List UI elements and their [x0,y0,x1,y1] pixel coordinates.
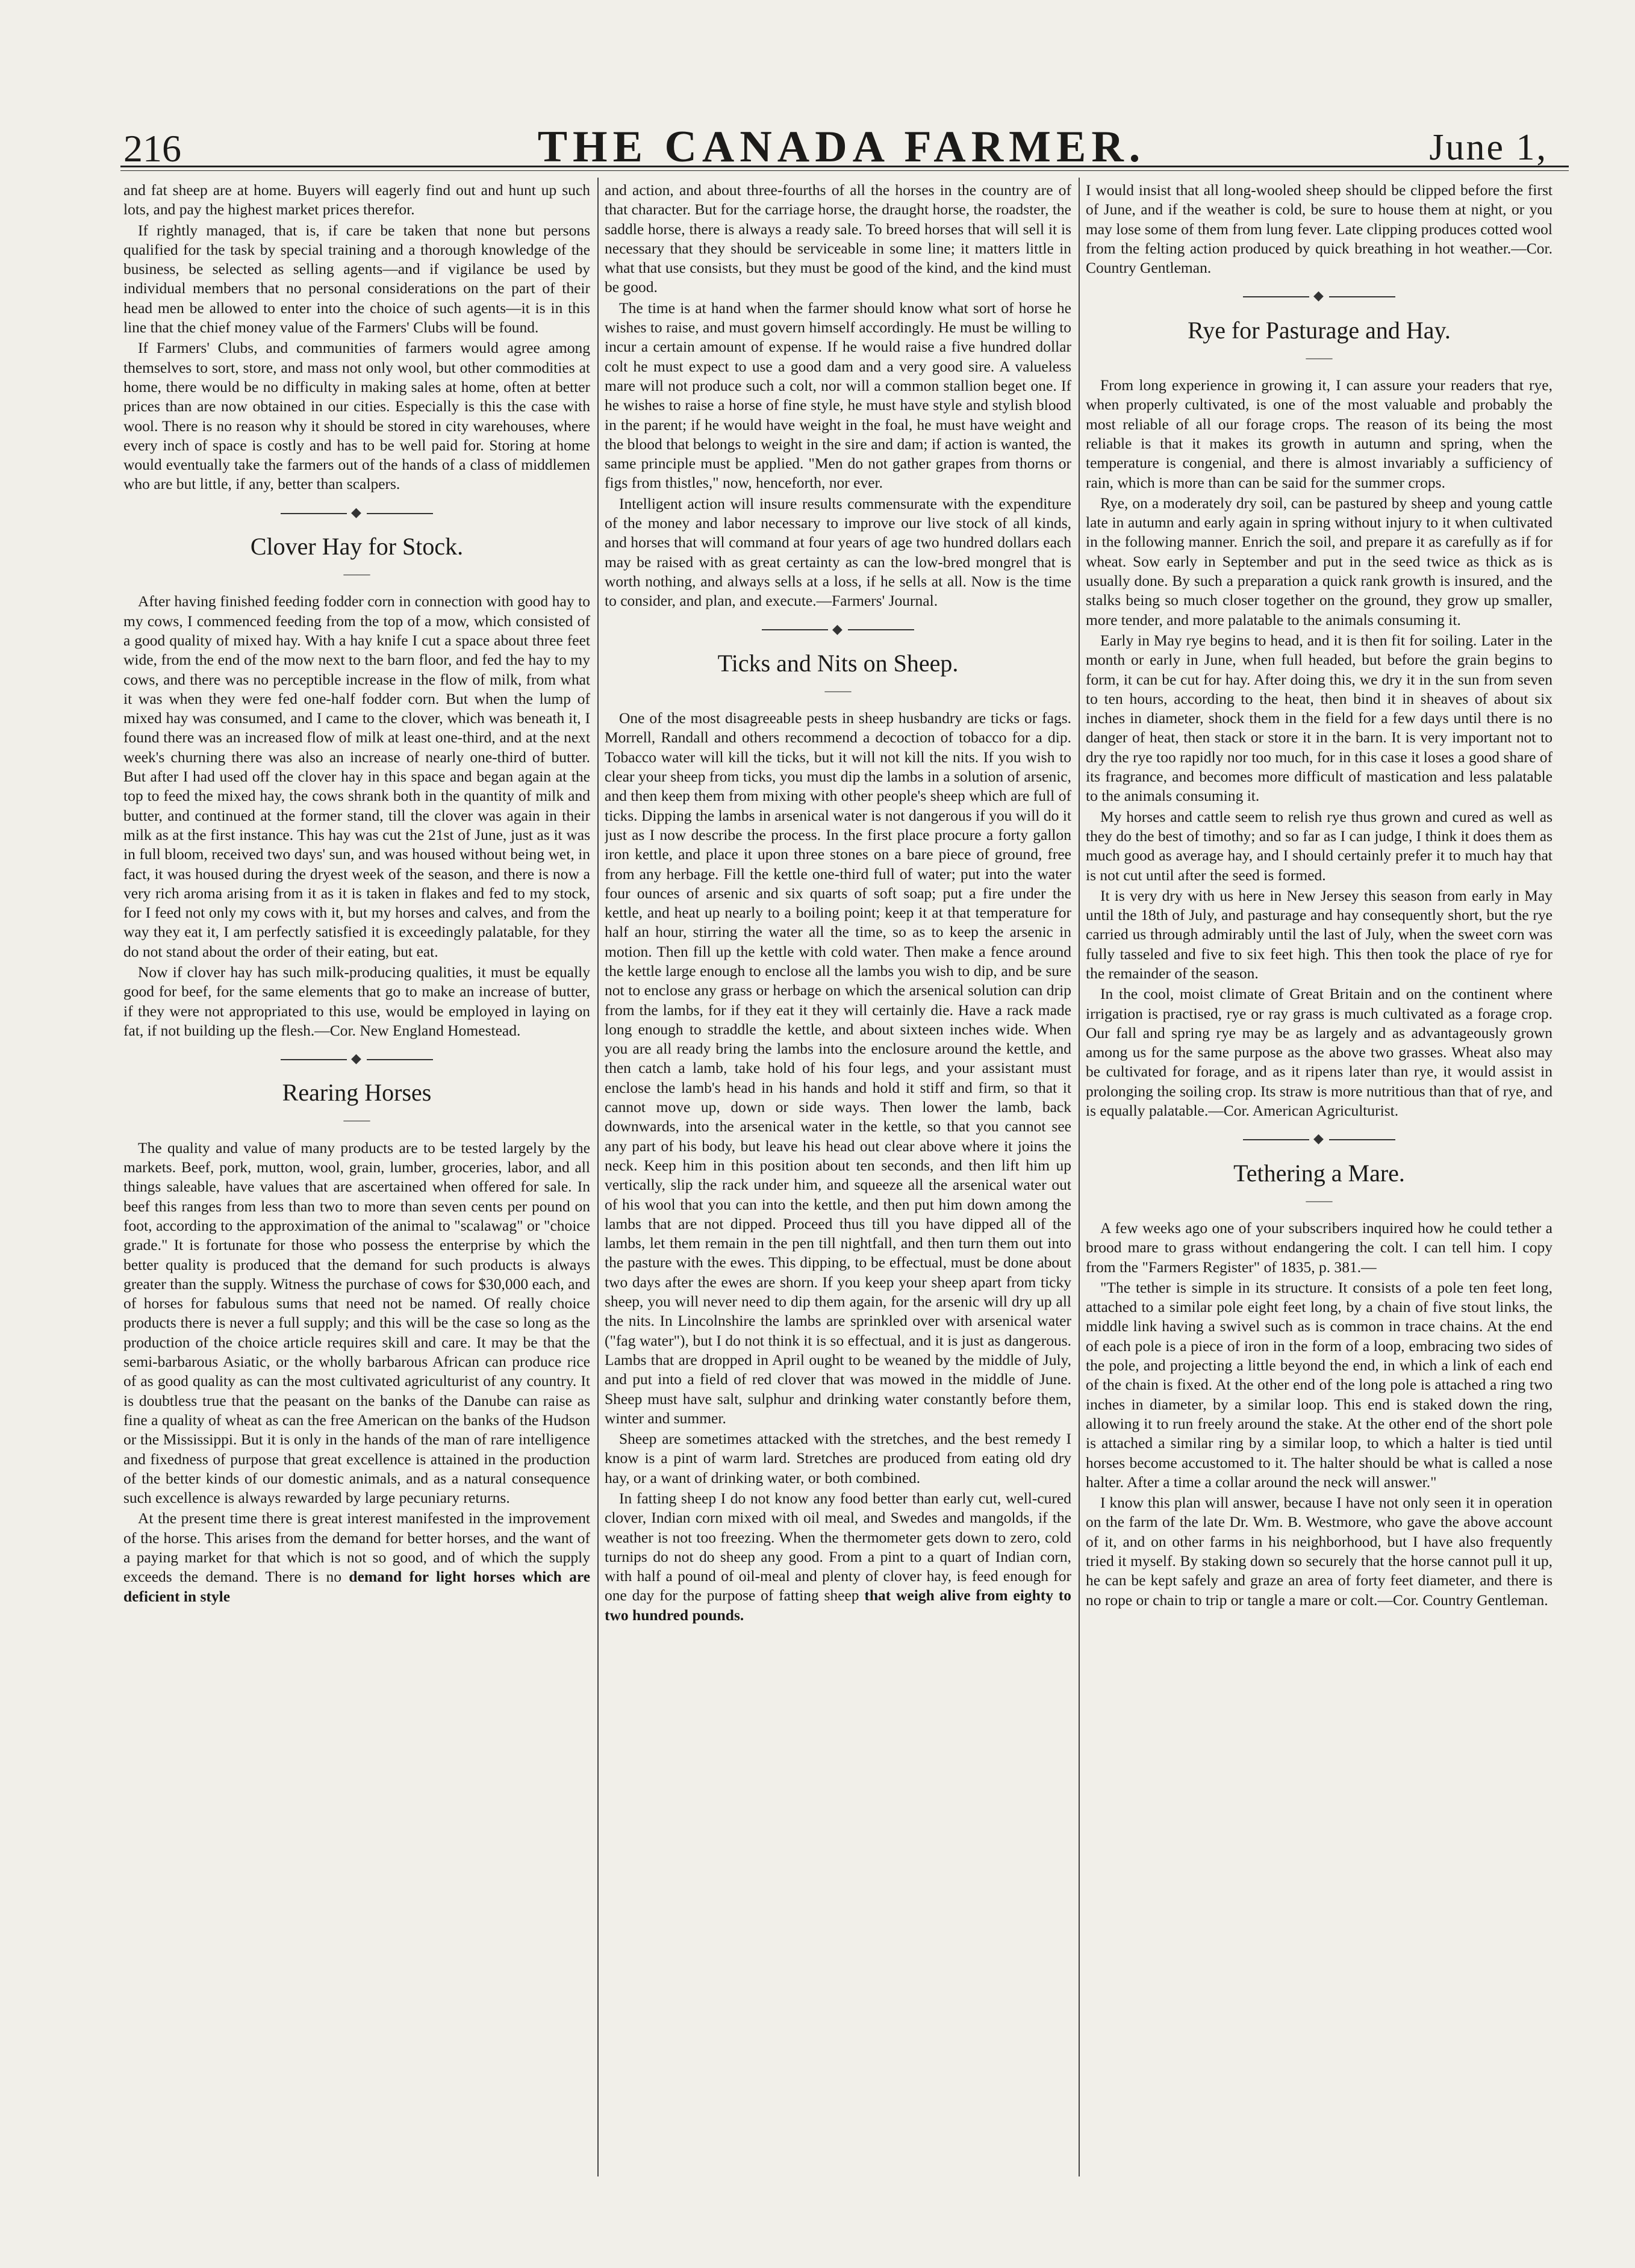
paragraph: Early in May rye begins to head, and it is then fit for soiling. Later in the month or early in June, when full headed, but before the grain begins to form, it can be cut for hay. After doing this, we dry it in the sun from seven to ten hours, according to the heat, then bind it in sheaves of about six inches in diameter, shock them in the field for a few days until there is no danger of heat, then stack or store it in the barn. It is very important not to dry the rye too rapidly nor too much, for in this case it loses a good share of its fragrance, and becomes more difficult of mastication and less palatable to the animals consuming it. [1086,631,1552,805]
header-rule [120,166,1569,167]
paragraph-text: At the present time there is great interest manifested in the improvement of the horse. This arises from the demand for better horses, and the want of a paying market for that which is not so good, and of which the supply exceeds the demand. There is no [123,1509,590,1586]
paragraph: Rye, on a moderately dry soil, can be pastured by sheep and young cattle late in autumn and early again in spring without injury to it when cultivated in the following manner. Enrich the soil, and prepare it as carefully as if for wheat. Sow early in September and put in the seed twice as thick as is usually done. By such a preparation a quick rank growth is insured, and the stalks being so much closer together on the ground, they grow up smaller, more tender, and more palatable to the animals consuming it. [1086,494,1552,629]
section-separator: ◆ [1086,286,1552,305]
paragraph: After having finished feeding fodder corn in connection with good hay to my cows, I commenced feeding from the top of a mow, which consisted of a good quality of mixed hay. With a hay knife I cut a space about three feet wide, from the end of the mow next to the barn floor, and fed the hay to my cows, and there was no perceptible increase in the flow of milk, from what it was when they were fed one-half fodder corn. But when the lump of mixed hay was consumed, and I came to the clover, which was beneath it, I found there was an increased flow of milk at least one-third, and at the next week's churning there was also an increase of nearly one-third of butter. But after I had used off the clover hay in this space and began again at the top to feed the mixed hay, the cows shrank both in the quantity of milk and butter, and continued at the former stand, till the clover was again in their milk as at the first instance. This hay was cut the 21st of June, just as it was in full bloom, received two days' sun, and was housed without being wet, in fact, it was housed during the dryest week of the season, and there is now a very rich aroma arising from it as it is taken in flakes and fed to my stock, for I feed not only my cows with it, but my horses and calves, and from the way they eat it, I am perfectly satisfied it is exceedingly palatable, for they do not stand about the order of their eating, but eat. [123,592,590,960]
section-separator: ◆ [1086,1129,1552,1148]
article-title: Ticks and Nits on Sheep. [717,649,959,677]
paragraph: Sheep are sometimes attacked with the stretches, and the best remedy I know is a pint of warm lard. Stretches are produced from eating old dry hay, or a want of drinking water, or both combined. [605,1430,1071,1487]
article-title: Clover Hay for Stock. [250,533,464,561]
title-rule: —— [1306,349,1333,365]
paragraph: and action, and about three-fourths of all the horses in the country are of that character. But for the carriage horse, the draught horse, the roadster, the saddle horse, there is always a ready sale. To breed horses that will sell it is necessary that they should be serviceable in some line; it matters little in what that use consists, but they must be good of the kind, and the kind must be good. [605,181,1071,296]
paragraph: The time is at hand when the farmer should know what sort of horse he wishes to raise, and must govern himself accordingly. He must be willing to incur a certain amount of expense. If he would raise a five hundred dollar colt he must expect to use a good dam and a very good sire. A valueless mare will not produce such a colt, nor will a common stallion beget one. If he wishes to raise a horse of fine style, he must have style and stylish blood in the parent; if he would have weight in the foal, he must have weight and the blood that belongs to weight in the sire and dam; if action is wanted, the same principle must be applied. "Men do not gather grapes from thorns or figs from thistles," now, henceforth, nor ever. [605,299,1071,492]
title-rule: —— [343,1112,370,1128]
title-rule: —— [824,682,852,698]
paragraph: If rightly managed, that is, if care be taken that none but persons qualified for the task by special training and a thorough knowledge of the business, be selected as selling agents—and if vigilance be used by individual members that no personal considerations on the part of their head men be allowed to enter into the choice of such agents—it is in this line that the chief money value of the Farmers' Clubs will be found. [123,221,590,337]
paragraph-text-bold: that weigh alive from eighty to two hundred pounds. [605,1586,1071,1624]
section-separator: ◆ [123,1049,590,1068]
paragraph: If Farmers' Clubs, and communities of farmers would agree among themselves to sort, store, and mass not only wool, but other commodities at home, there would be no difficulty in making sales at home, often at better prices than are now obtained in our cities. Especially is this the case with wool. There is no reason why it should be stored in city warehouses, where every inch of space is costly and has to be well paid for. Storing at home would eventually take the farmers out of the hands of a class of middlemen who are but little, if any, better than scalpers. [123,339,590,493]
paragraph-text-bold: demand for light horses which are deficient in style [123,1568,590,1605]
masthead: THE CANADA FARMER. [537,122,1146,172]
page-number: 216 [123,127,181,170]
paragraph-text: In fatting sheep I do not know any food better than early cut, well-cured clover, Indian corn mixed with oil meal, and Swedes and mangolds, if the weather is not too freezing. When the thermometer gets down to zero, cold turnips do not do sheep any good. From a pint to a quart of Indian corn, with half a pound of oil-meal and plenty of clover hay, is feed enough for one day for the purpose of fatting sheep [605,1490,1071,1605]
paragraph: I would insist that all long-wooled sheep should be clipped before the first of June, and if the weather is cold, be sure to house them at night, or you may lose some of them from lung fever. Late clipping produces cotted wool from the felting action produced by quick breathing in hot weather.—Cor. Country Gentleman. [1086,181,1552,277]
paragraph: In the cool, moist climate of Great Britain and on the continent where irrigation is practised, rye or ray grass is much cultivated as a forage crop. Our fall and spring rye may be as largely and as advantageously grown among us for the same purpose as the above two grasses. Wheat also may be cultivated for forage, and as it ripens later than rye, it would assist in prolonging the soiling crop. Its straw is more nutritious than that of rye, and is equally palatable.—Cor. American Agriculturist. [1086,985,1552,1120]
paragraph [123,1509,590,1606]
paragraph: The quality and value of many products are to be tested largely by the markets. Beef, pork, mutton, wool, grain, lumber, groceries, labor, and all things saleable, have values that are ascertained when offered for sale. In beef this ranges from less than two to more than seven cents per pound on foot, according to the approximation of the animal to "scalawag" or "choice grade." It is fortunate for those who possess the enterprise by which the better quality is produced that the demand for such products is always greater than the supply. Witness the purchase of cows for $30,000 each, and of horses for fabulous sums that need not be named. Of really choice products there is never a full supply; and this will be the case so long as the production of the choice article requires skill and care. It may be that the semi-barbarous Asiatic, or the wholly barbarous African can produce rice of as good quality as can the most cultivated agriculturist of any country. It is doubtless true that the peasant on the banks of the Danube can raise as fine a quality of wheat as can the free American on the banks of the Hudson or the Mississippi. But it is only in the hands of the man of rare intelligence and fixedness of purpose that great excellence is attained in the production of the better kinds of our domestic animals, and as a natural consequence such excellence is always rewarded by large pecuniary returns. [123,1139,590,1507]
paragraph [605,1489,1071,1625]
title-rule: —— [1306,1192,1333,1208]
article-title: Rearing Horses [282,1079,432,1107]
section-separator: ◆ [123,503,590,522]
article-title: Tethering a Mare. [1233,1159,1405,1187]
column-2 [605,181,1071,2192]
issue-date: June 1, [1429,127,1548,168]
page-header [24,90,1590,172]
paragraph: From long experience in growing it, I can assure your readers that rye, when properly cultivated, is one of the most valuable and probably the most reliable of all our forage crops. The reason of its being the most reliable is that it makes its growth in autumn and spring, when the temperature is congenial, and there is almost invariably a sufficiency of rain, which is more than can be said for the summer crops. [1086,376,1552,491]
paragraph: I know this plan will answer, because I have not only seen it in operation on the farm of the late Dr. Wm. B. Westmore, who gave the above account of it, and on other farms in his neighborhood, but I have also frequently tried it myself. By staking down so securely that the horse cannot pull it up, he can be kept safely and graze an area of forty feet diameter, and there is no rope or chain to trip or tangle a mare or colt.—Cor. Country Gentleman. [1086,1494,1552,1609]
article-title: Rye for Pasturage and Hay. [1188,316,1451,344]
paragraph: It is very dry with us here in New Jersey this season from early in May until the 18th of July, and pasturage and hay consequently short, but the rye carried us through admirably until the last of July, when the sweet corn was fully tasseled and five to six feet high. This then took the place of rye for the remainder of the season. [1086,886,1552,982]
paragraph: and fat sheep are at home. Buyers will eagerly find out and hunt up such lots, and pay the highest market prices therefor. [123,181,590,219]
column-divider [597,178,599,2176]
paragraph: One of the most disagreeable pests in sheep husbandry are ticks or fags. Morrell, Randall and others recommend a decoction of tobacco for a dip. Tobacco water will kill the ticks, but it will not kill the nits. If you wish to clear your sheep from ticks, you must dip the lambs in a solution of arsenic, and then keep them from mixing with other people's sheep which are full of ticks. Dipping the lambs in arsenical water is not dangerous if you will do it just as I now describe the process. In the first place procure a forty gallon iron kettle, and place it upon three stones on a bare piece of ground, free from any herbage. Fill the kettle one-third full of water; put into the water four ounces of arsenic and six quarts of soft soap; put a fire under the kettle, and heat up nearly to a boiling point; keep it at that temperature for half an hour, stirring the water all the time, so as to keep the arsenic in motion. Then fill up the kettle with cold water. Then make a fence around the kettle large enough to enclose all the lambs you wish to dip, and be sure not to enclose any grass or herbage on which the arsenical solution can drip from the lambs, for if they eat it they will certainly die. Have a rack made long enough to straddle the kettle, and about sixteen inches wide. When you are all ready bring the lambs into the enclosure around the kettle, and then catch a lamb, take hold of his four legs, and your assistant must enclose the lamb's head in his hands and hold it stiff and firm, so that it cannot move up, down or side ways. Then lower the lamb, back downwards, into the arsenical water in the kettle, so that you cannot see any part of his body, but leave his head out clear above where it joins the neck. Keep him in this position about ten seconds, and then lift him up vertically, slip the rack under him, and squeeze all the arsenical water out of his wool that you can into the kettle, and then put him down among the lambs that are not dipped. Proceed thus till you have dipped all of the lambs, let them remain in the pen till nightfall, and then turn them out into the pasture with the ewes. This dipping, to be effectual, must be done about two days after the ewes are shorn. If you keep your sheep apart from ticky sheep, you will never need to dip them again, for the arsenic will dry up all the nits. In Lincolnshire the lambs are sprinkled over with arsenical water ("fag water"), but I do not think it is so effectual, and it is just as dangerous. Lambs that are dropped in April ought to be weaned by the middle of July, and put into a field of red clover that was mowed in the middle of June. Sheep must have salt, sulphur and drinking water constantly before them, winter and summer. [605,709,1071,1427]
paragraph: A few weeks ago one of your subscribers inquired how he could tether a brood mare to grass without endangering the colt. I can tell him. I copy from the "Farmers Register" of 1835, p. 381.— [1086,1219,1552,1276]
paragraph: My horses and cattle seem to relish rye thus grown and cured as well as they do the best of timothy; and so far as I can judge, I think it does them as much good as average hay, and I should certainly prefer it to much hay that is not cut until after the seed is formed. [1086,807,1552,884]
title-rule: —— [343,566,370,582]
paragraph: Now if clover hay has such milk-producing qualities, it must be equally good for beef, for the same elements that go to make an increase of butter, if they were not appropriated to this use, would be employed in laying on fat, if not building up the flesh.—Cor. New England Homestead. [123,963,590,1039]
paragraph: Intelligent action will insure results commensurate with the expenditure of the money and labor necessary to improve our live stock of all kinds, and horses that will command at four years of age two hundred dollars each may be raised with as great certainty as can the low-bred mongrel that is worth nothing, and always sells at a loss, if he sells at all. Now is the time to consider, and plan, and execute.—Farmers' Journal. [605,494,1071,610]
section-separator: ◆ [605,620,1071,639]
column-1 [123,181,590,2192]
header-rule-thin [120,170,1569,171]
column-divider [1079,178,1080,2176]
column-3 [1086,181,1552,2192]
paragraph: "The tether is simple in its structure. It consists of a pole ten feet long, attached to a similar pole eight feet long, by a chain of five stout links, the middle link having a swivel such as is common in trace chains. At the end of each pole is a piece of iron in the form of a loop, embracing two sides of the pole, and projecting a little beyond the end, in which a link of each end of the chain is fixed. At the other end of the long pole is attached a ring two inches in diameter, by a similar loop. This end is staked down the ring, allowing it to run freely around the stake. At the other end of the short pole is attached a similar ring by a similar loop, to which a halter is tied until horses become accustomed to it. The halter should be what is called a nose halter. After a time a collar around the neck will answer." [1086,1278,1552,1491]
